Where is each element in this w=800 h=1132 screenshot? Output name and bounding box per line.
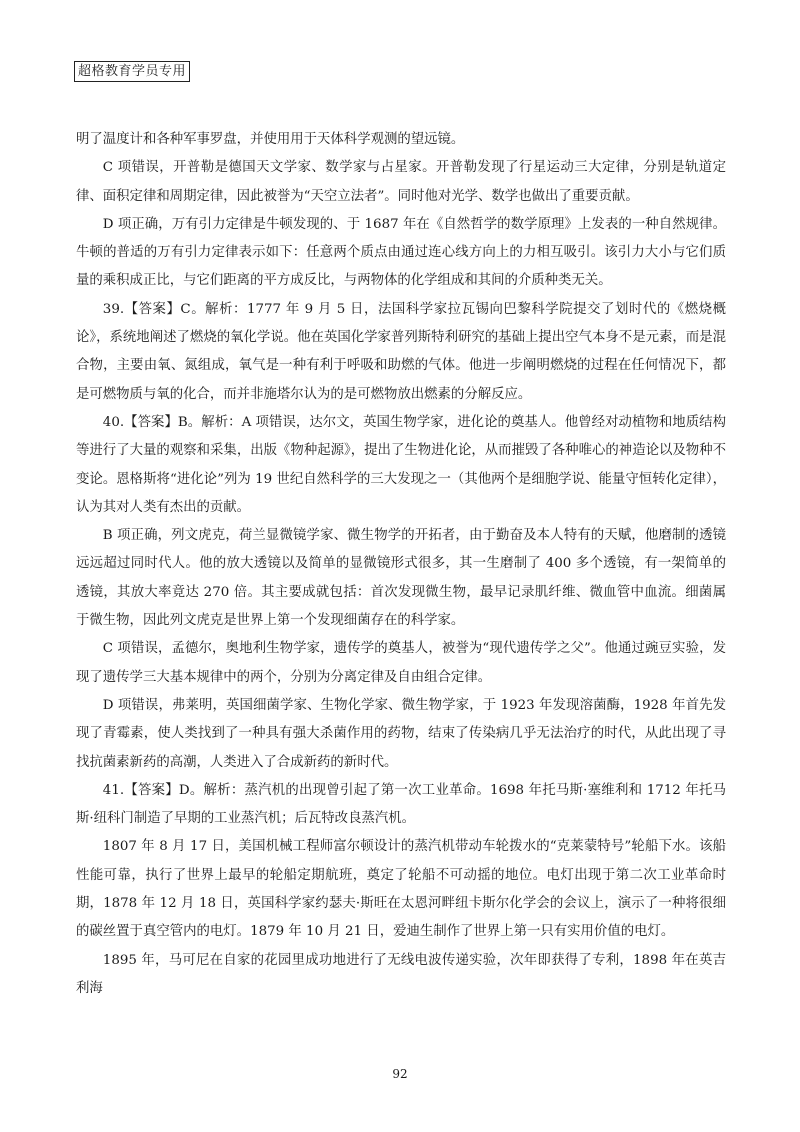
paragraph-continuation: 明了温度计和各种军事罗盘，并使用用于天体科学观测的望远镜。 — [76, 132, 465, 147]
paragraph-option-b-leeuwenhoek: B 项正确，列文虎克，荷兰显微镜学家、微生物学的开拓者，由于勤奋及本人特有的天赋，他磨制的透镜远远超过同时代人。他的放大透镜以及简单的显微镜形式很多，其一生磨制了 400 多个透镜，有一架简单的透镜，其放大率竟达 270 倍。其主要成就包括：首次发现微生物，最早记录肌纤维、微血管中血流。细菌属于微生物，因此列文虎克是世界上第一个发现细菌存在的科学家。 — [76, 528, 726, 629]
header-label: 超格教育学员专用 — [74, 61, 190, 82]
paragraph-fulton-edison: 1807 年 8 月 17 日，美国机械工程师富尔顿设计的蒸汽机带动车轮拨水的“克莱蒙特号”轮船下水。该船性能可靠，执行了世界上最早的轮船定期航班，奠定了轮船不可动摇的地位。电灯出现于第二次工业革命时期，1878 年 12 月 18 日，英国科学家约瑟夫·斯旺在太恩河畔纽卡斯尔化学会的会议上，演示了一种将很细的碳丝置于真空管内的电灯。1879 年 10 月 21 日，爱迪生制作了世界上第一只有实用价值的电灯。 — [76, 839, 726, 940]
page-number: 92 — [392, 1067, 408, 1081]
paragraph-answer-40: 40.【答案】B。解析：A 项错误，达尔文，英国生物学家，进化论的奠基人。他曾经对动植物和地质结构等进行了大量的观察和采集，出版《物种起源》，提出了生物进化论，从而摧毁了各种唯心的神造论以及物种不变论。恩格斯将“进化论”列为 19 世纪自然科学的三大发现之一（其他两个是细胞学说、能量守恒转化定律），认为其对人类有杰出的贡献。 — [76, 414, 726, 515]
document-body — [76, 126, 726, 1003]
paragraph-option-c-mendel: C 项错误，孟德尔，奥地利生物学家，遗传学的奠基人，被誉为“现代遗传学之父”。他通过豌豆实验，发现了遗传学三大基本规律中的两个，分别为分离定律及自由组合定律。 — [76, 641, 726, 685]
paragraph-option-d-fleming: D 项错误，弗莱明，英国细菌学家、生物化学家、微生物学家，于 1923 年发现溶菌酶，1928 年首先发现了青霉素，使人类找到了一种具有强大杀菌作用的药物，结束了传染病几乎无法治疗的时代，从此出现了寻找抗菌素新药的高潮，人类进入了合成新药的新时代。 — [76, 697, 726, 770]
paragraph-option-c-kepler: C 项错误，开普勒是德国天文学家、数学家与占星家。开普勒发现了行星运动三大定律，分别是轨道定律、面积定律和周期定律，因此被誉为“天空立法者”。同时他对光学、数学也做出了重要贡献。 — [76, 160, 726, 204]
paragraph-answer-41: 41.【答案】D。解析：蒸汽机的出现曾引起了第一次工业革命。1698 年托马斯·塞维利和 1712 年托马斯·纽科门制造了早期的工业蒸汽机；后瓦特改良蒸汽机。 — [76, 782, 726, 827]
paragraph-marconi: 1895 年，马可尼在自家的花园里成功地进行了无线电波传递实验，次年即获得了专利，1898 年在英吉利海 — [76, 952, 726, 996]
paragraph-option-d-newton: D 项正确，万有引力定律是牛顿发现的、于 1687 年在《自然哲学的数学原理》上发表的一种自然规律。牛顿的普适的万有引力定律表示如下：任意两个质点由通过连心线方向上的力相互吸引。该引力大小与它们质量的乘积成正比，与它们距离的平方成反比，与两物体的化学组成和其间的介质种类无关。 — [76, 216, 726, 289]
paragraph-answer-39: 39.【答案】C。解析：1777 年 9 月 5 日，法国科学家拉瓦锡向巴黎科学院提交了划时代的《燃烧概论》，系统地阐述了燃烧的氧化学说。他在英国化学家普列斯特利研究的基础上提出空气本身不是元素，而是混合物，主要由氧、氮组成，氧气是一种有利于呼吸和助燃的气体。他进一步阐明燃烧的过程在任何情况下，都是可燃物质与氧的化合，而并非施塔尔认为的是可燃物放出燃素的分解反应。 — [76, 301, 726, 402]
